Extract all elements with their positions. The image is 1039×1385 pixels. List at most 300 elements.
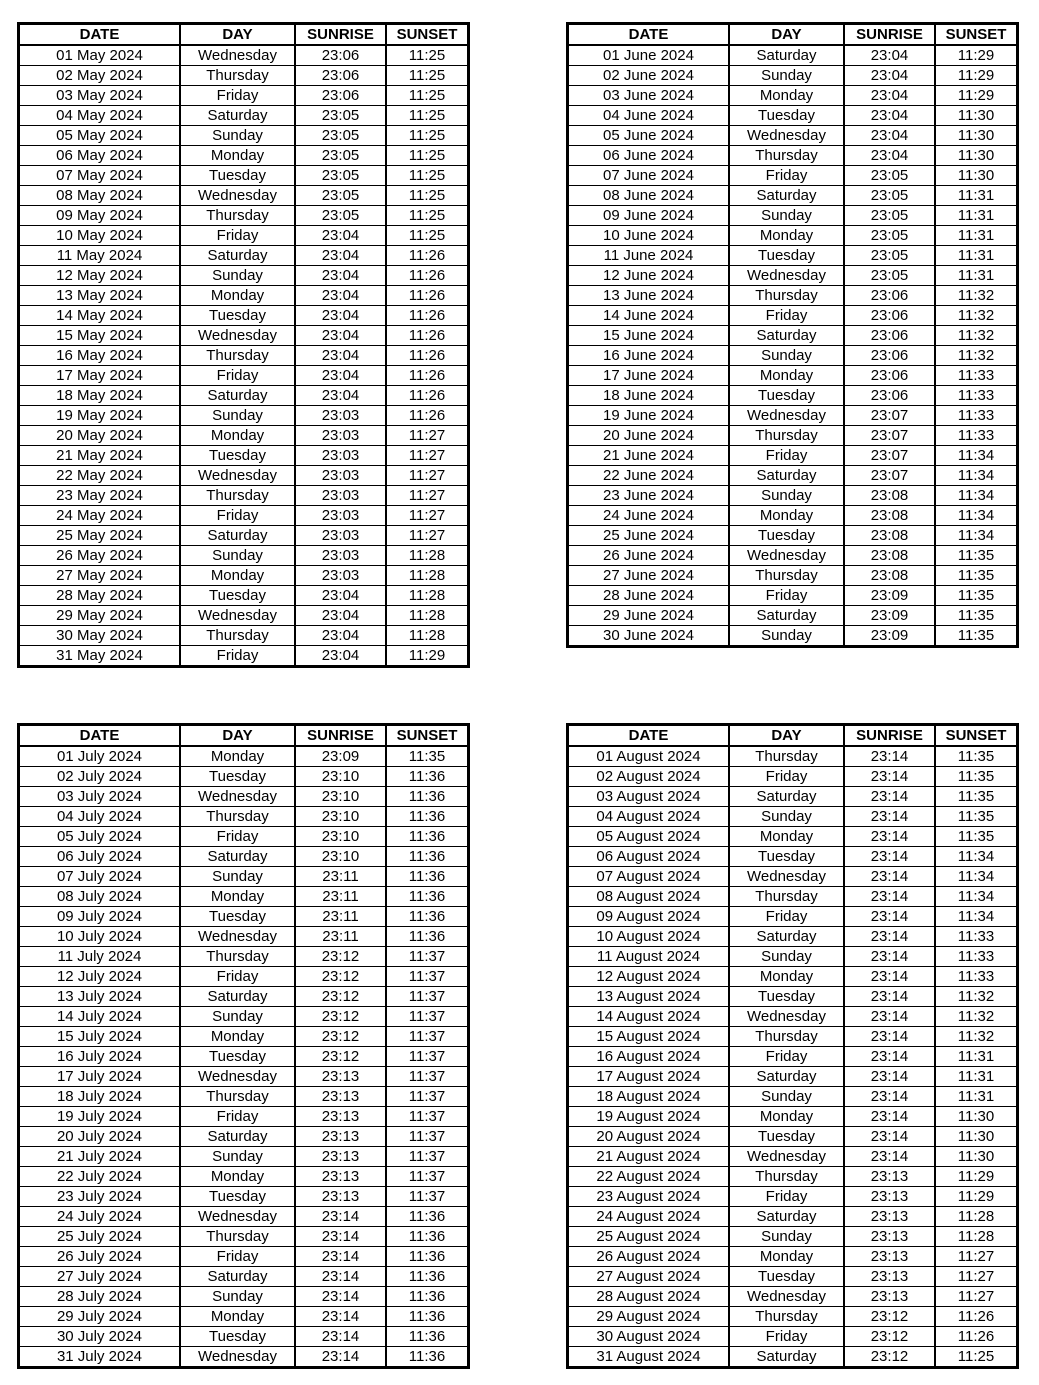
day-cell: Tuesday [180,306,295,326]
date-cell: 14 August 2024 [568,1007,730,1027]
sunset-cell: 11:33 [935,947,1018,967]
table-row [568,286,1018,306]
day-cell: Monday [180,146,295,166]
day-cell: Sunday [729,807,844,827]
table-row [568,907,1018,927]
table-row [19,1167,469,1187]
date-cell: 21 May 2024 [19,446,181,466]
table-row [568,1047,1018,1067]
sunset-cell: 11:31 [935,266,1018,286]
day-cell: Wednesday [729,406,844,426]
table-row [568,1027,1018,1047]
date-cell: 22 August 2024 [568,1167,730,1187]
table-row [568,1207,1018,1227]
table-row [19,66,469,86]
sunset-cell: 11:25 [386,106,469,126]
table-row [19,1307,469,1327]
day-cell: Wednesday [729,1287,844,1307]
sunrise-cell: 23:04 [844,106,935,126]
date-cell: 25 May 2024 [19,526,181,546]
table-row [19,1247,469,1267]
table-row [568,947,1018,967]
sunrise-cell: 23:06 [295,86,386,106]
day-cell: Tuesday [180,586,295,606]
table-row [19,1107,469,1127]
sunrise-cell: 23:13 [295,1167,386,1187]
sunrise-cell: 23:04 [295,586,386,606]
sunrise-cell: 23:14 [844,787,935,807]
table-row [568,86,1018,106]
date-cell: 14 July 2024 [19,1007,181,1027]
header-date: DATE [568,24,730,46]
sunrise-cell: 23:05 [295,106,386,126]
table-row [19,1287,469,1307]
sunrise-cell: 23:14 [844,1067,935,1087]
sunrise-cell: 23:05 [295,186,386,206]
date-cell: 03 May 2024 [19,86,181,106]
day-cell: Sunday [180,546,295,566]
day-cell: Sunday [180,1287,295,1307]
sunset-cell: 11:26 [386,286,469,306]
sunset-cell: 11:33 [935,406,1018,426]
date-cell: 06 June 2024 [568,146,730,166]
sunrise-cell: 23:14 [844,1007,935,1027]
table-row [568,787,1018,807]
table-row [568,586,1018,606]
table-row [19,166,469,186]
sunrise-cell: 23:06 [295,66,386,86]
table-row [568,927,1018,947]
day-cell: Saturday [180,246,295,266]
day-cell: Saturday [729,927,844,947]
table-row [568,106,1018,126]
day-cell: Monday [729,967,844,987]
day-cell: Monday [729,366,844,386]
sunrise-cell: 23:09 [844,586,935,606]
sunset-cell: 11:30 [935,126,1018,146]
day-cell: Wednesday [729,126,844,146]
date-cell: 28 May 2024 [19,586,181,606]
date-cell: 05 July 2024 [19,827,181,847]
sunrise-cell: 23:04 [844,45,935,66]
date-cell: 18 July 2024 [19,1087,181,1107]
date-cell: 08 August 2024 [568,887,730,907]
sunrise-cell: 23:08 [844,526,935,546]
day-cell: Wednesday [180,186,295,206]
table-row [568,1007,1018,1027]
date-cell: 19 July 2024 [19,1107,181,1127]
sunrise-cell: 23:06 [295,45,386,66]
sunset-cell: 11:35 [935,787,1018,807]
sunset-cell: 11:30 [935,146,1018,166]
day-cell: Friday [180,1247,295,1267]
table-row [19,987,469,1007]
date-cell: 31 August 2024 [568,1347,730,1368]
date-cell: 20 June 2024 [568,426,730,446]
date-cell: 20 May 2024 [19,426,181,446]
day-cell: Thursday [180,206,295,226]
sunset-cell: 11:27 [386,446,469,466]
sunrise-cell: 23:04 [295,346,386,366]
date-cell: 18 May 2024 [19,386,181,406]
sunrise-cell: 23:13 [295,1147,386,1167]
date-cell: 01 May 2024 [19,45,181,66]
day-cell: Wednesday [180,1207,295,1227]
day-cell: Wednesday [180,1067,295,1087]
sunrise-cell: 23:04 [844,66,935,86]
day-cell: Saturday [729,606,844,626]
header-sunrise: SUNRISE [295,725,386,747]
date-cell: 20 July 2024 [19,1127,181,1147]
table-header-row [19,725,469,747]
date-cell: 17 June 2024 [568,366,730,386]
sunset-cell: 11:26 [935,1307,1018,1327]
table-row [568,1127,1018,1147]
table-row [568,1187,1018,1207]
date-cell: 25 July 2024 [19,1227,181,1247]
table-row [568,1267,1018,1287]
date-cell: 10 May 2024 [19,226,181,246]
table-row [568,206,1018,226]
sunset-cell: 11:33 [935,927,1018,947]
sunrise-cell: 23:12 [295,967,386,987]
date-cell: 22 June 2024 [568,466,730,486]
table-row [19,486,469,506]
sunset-cell: 11:31 [935,186,1018,206]
day-cell: Saturday [729,326,844,346]
day-cell: Saturday [729,45,844,66]
day-cell: Monday [180,1307,295,1327]
sunset-cell: 11:35 [935,606,1018,626]
day-cell: Saturday [180,847,295,867]
table-row [568,266,1018,286]
day-cell: Monday [729,1107,844,1127]
day-cell: Thursday [729,1307,844,1327]
date-cell: 29 August 2024 [568,1307,730,1327]
sunset-cell: 11:26 [386,246,469,266]
sunset-cell: 11:29 [935,66,1018,86]
sunrise-cell: 23:05 [295,206,386,226]
sunset-cell: 11:36 [386,1247,469,1267]
sunrise-cell: 23:14 [295,1347,386,1368]
day-cell: Wednesday [180,787,295,807]
date-cell: 14 May 2024 [19,306,181,326]
sunset-cell: 11:27 [386,486,469,506]
sunset-cell: 11:25 [386,186,469,206]
date-cell: 16 August 2024 [568,1047,730,1067]
sunrise-cell: 23:10 [295,767,386,787]
sunrise-cell: 23:14 [844,1127,935,1147]
date-cell: 11 August 2024 [568,947,730,967]
sunrise-cell: 23:07 [844,406,935,426]
sunrise-cell: 23:14 [844,907,935,927]
sunrise-cell: 23:09 [844,626,935,647]
sunrise-cell: 23:14 [844,746,935,767]
sunrise-cell: 23:03 [295,466,386,486]
table-row [19,406,469,426]
sunset-cell: 11:33 [935,386,1018,406]
table-row [568,1307,1018,1327]
sunrise-cell: 23:14 [295,1307,386,1327]
table-row [19,326,469,346]
date-cell: 17 July 2024 [19,1067,181,1087]
sunrise-cell: 23:08 [844,566,935,586]
day-cell: Thursday [180,66,295,86]
table-row [568,1167,1018,1187]
table-row [19,106,469,126]
date-cell: 27 August 2024 [568,1267,730,1287]
table-row [19,206,469,226]
sunrise-cell: 23:03 [295,546,386,566]
sunset-cell: 11:30 [935,1107,1018,1127]
sunrise-cell: 23:13 [844,1247,935,1267]
day-cell: Thursday [180,1087,295,1107]
day-cell: Thursday [729,1167,844,1187]
sunrise-cell: 23:05 [844,266,935,286]
sunset-cell: 11:36 [386,807,469,827]
date-cell: 03 July 2024 [19,787,181,807]
day-cell: Sunday [729,346,844,366]
sunset-cell: 11:36 [386,1207,469,1227]
sunset-cell: 11:25 [386,206,469,226]
sunrise-cell: 23:11 [295,927,386,947]
day-cell: Sunday [729,486,844,506]
date-cell: 11 June 2024 [568,246,730,266]
table-row [568,887,1018,907]
table-row [568,987,1018,1007]
sunset-cell: 11:30 [935,166,1018,186]
table-row [568,1147,1018,1167]
table-row [19,887,469,907]
sunset-cell: 11:37 [386,1087,469,1107]
date-cell: 22 May 2024 [19,466,181,486]
date-cell: 15 July 2024 [19,1027,181,1047]
date-cell: 10 August 2024 [568,927,730,947]
table-row [568,1067,1018,1087]
table-row [568,366,1018,386]
sunrise-cell: 23:14 [844,1107,935,1127]
date-cell: 24 May 2024 [19,506,181,526]
sunset-cell: 11:31 [935,206,1018,226]
day-cell: Tuesday [180,1327,295,1347]
sunset-cell: 11:32 [935,346,1018,366]
day-cell: Saturday [180,386,295,406]
date-cell: 26 May 2024 [19,546,181,566]
sunrise-cell: 23:14 [844,767,935,787]
date-cell: 15 August 2024 [568,1027,730,1047]
sunrise-cell: 23:04 [844,146,935,166]
date-cell: 22 July 2024 [19,1167,181,1187]
date-cell: 18 August 2024 [568,1087,730,1107]
table-row [19,45,469,66]
sunrise-cell: 23:14 [295,1267,386,1287]
day-cell: Sunday [729,1227,844,1247]
sunrise-cell: 23:14 [844,1147,935,1167]
sunset-cell: 11:25 [386,66,469,86]
date-cell: 23 May 2024 [19,486,181,506]
sunset-cell: 11:34 [935,446,1018,466]
day-cell: Monday [729,86,844,106]
day-cell: Monday [180,286,295,306]
sunset-cell: 11:29 [935,1187,1018,1207]
day-cell: Friday [729,446,844,466]
day-cell: Saturday [729,186,844,206]
day-cell: Friday [729,907,844,927]
sunset-cell: 11:28 [935,1227,1018,1247]
sunset-cell: 11:32 [935,987,1018,1007]
sunrise-cell: 23:13 [295,1067,386,1087]
day-cell: Monday [180,746,295,767]
sunset-cell: 11:25 [386,146,469,166]
day-cell: Thursday [180,626,295,646]
day-cell: Saturday [729,1067,844,1087]
sunset-cell: 11:35 [935,626,1018,647]
day-cell: Tuesday [180,1187,295,1207]
sunset-cell: 11:26 [935,1327,1018,1347]
date-cell: 24 June 2024 [568,506,730,526]
sunset-cell: 11:37 [386,987,469,1007]
header-day: DAY [180,24,295,46]
table-row [568,1227,1018,1247]
sunrise-cell: 23:14 [844,987,935,1007]
day-cell: Monday [180,566,295,586]
date-cell: 24 July 2024 [19,1207,181,1227]
day-cell: Friday [729,1187,844,1207]
sunrise-cell: 23:14 [844,887,935,907]
table-row [19,1327,469,1347]
sunset-cell: 11:35 [386,746,469,767]
table-row [19,1127,469,1147]
sunrise-cell: 23:03 [295,526,386,546]
day-cell: Friday [180,366,295,386]
date-cell: 31 July 2024 [19,1347,181,1368]
date-cell: 04 May 2024 [19,106,181,126]
table-row [568,1327,1018,1347]
date-cell: 01 June 2024 [568,45,730,66]
sunrise-cell: 23:08 [844,546,935,566]
table-row [568,1287,1018,1307]
table-row [19,746,469,767]
date-cell: 11 May 2024 [19,246,181,266]
table-row [568,526,1018,546]
sunset-cell: 11:37 [386,1107,469,1127]
sunrise-cell: 23:08 [844,506,935,526]
sunrise-cell: 23:05 [295,146,386,166]
day-cell: Wednesday [180,1347,295,1368]
day-cell: Saturday [180,1267,295,1287]
header-sunrise: SUNRISE [295,24,386,46]
sunset-cell: 11:36 [386,1287,469,1307]
sunrise-cell: 23:13 [295,1187,386,1207]
table-row [568,1347,1018,1368]
sunset-cell: 11:36 [386,1347,469,1368]
sunset-cell: 11:27 [935,1247,1018,1267]
table-row [19,907,469,927]
table-row [568,626,1018,647]
date-cell: 05 August 2024 [568,827,730,847]
date-cell: 30 May 2024 [19,626,181,646]
sunset-cell: 11:29 [935,86,1018,106]
sunrise-cell: 23:14 [844,967,935,987]
day-cell: Wednesday [180,326,295,346]
sunset-cell: 11:27 [386,466,469,486]
day-cell: Friday [729,767,844,787]
date-cell: 16 June 2024 [568,346,730,366]
date-cell: 12 July 2024 [19,967,181,987]
day-cell: Saturday [729,466,844,486]
date-cell: 01 July 2024 [19,746,181,767]
day-cell: Sunday [180,406,295,426]
day-cell: Thursday [180,486,295,506]
sunrise-cell: 23:12 [844,1347,935,1368]
sunset-cell: 11:28 [386,546,469,566]
header-sunset: SUNSET [386,725,469,747]
sunrise-cell: 23:12 [844,1327,935,1347]
sunset-cell: 11:31 [935,226,1018,246]
table-row [19,927,469,947]
day-cell: Wednesday [180,606,295,626]
day-cell: Thursday [729,746,844,767]
sunrise-cell: 23:13 [295,1087,386,1107]
table-row [568,1107,1018,1127]
table-row [568,306,1018,326]
date-cell: 15 May 2024 [19,326,181,346]
day-cell: Friday [180,967,295,987]
sunrise-cell: 23:12 [295,1007,386,1027]
sunset-cell: 11:34 [935,526,1018,546]
sunset-cell: 11:28 [386,566,469,586]
date-cell: 08 July 2024 [19,887,181,907]
date-cell: 30 August 2024 [568,1327,730,1347]
sunrise-sunset-table-august [566,723,1019,1369]
sunrise-cell: 23:13 [844,1227,935,1247]
sunset-cell: 11:32 [935,1007,1018,1027]
table-row [19,346,469,366]
day-cell: Tuesday [729,526,844,546]
header-date: DATE [19,725,181,747]
day-cell: Saturday [180,526,295,546]
date-cell: 03 June 2024 [568,86,730,106]
sunset-cell: 11:35 [935,546,1018,566]
sunrise-cell: 23:03 [295,566,386,586]
date-cell: 16 July 2024 [19,1047,181,1067]
date-cell: 30 July 2024 [19,1327,181,1347]
date-cell: 03 August 2024 [568,787,730,807]
sunrise-cell: 23:03 [295,406,386,426]
sunrise-cell: 23:14 [844,867,935,887]
day-cell: Tuesday [729,246,844,266]
sunrise-cell: 23:14 [844,807,935,827]
sunrise-cell: 23:12 [844,1307,935,1327]
day-cell: Sunday [729,206,844,226]
sunrise-cell: 23:10 [295,807,386,827]
sunset-cell: 11:34 [935,506,1018,526]
date-cell: 09 May 2024 [19,206,181,226]
day-cell: Saturday [729,787,844,807]
sunset-cell: 11:36 [386,1327,469,1347]
table-row [568,66,1018,86]
sunset-cell: 11:35 [935,586,1018,606]
table-header-row [568,24,1018,46]
header-date: DATE [19,24,181,46]
day-cell: Friday [729,306,844,326]
table-row [19,1147,469,1167]
day-cell: Friday [180,827,295,847]
sunrise-cell: 23:07 [844,446,935,466]
sunrise-sunset-table-may [17,22,470,668]
sunset-cell: 11:32 [935,1027,1018,1047]
sunrise-cell: 23:05 [295,166,386,186]
